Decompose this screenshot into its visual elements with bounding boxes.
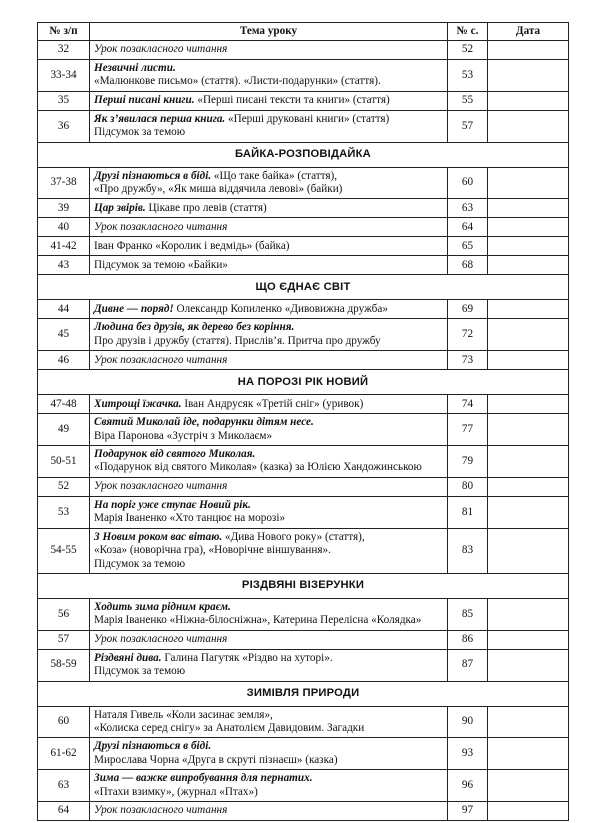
lesson-date-cell[interactable] xyxy=(488,41,569,60)
lesson-date-cell[interactable] xyxy=(488,706,569,738)
lesson-row xyxy=(38,738,569,770)
lesson-number: 32 xyxy=(38,41,90,60)
topic-line xyxy=(94,614,443,627)
lesson-page: 60 xyxy=(448,167,488,199)
section-title: НА ПОРОЗІ РІК НОВИЙ xyxy=(38,370,569,395)
topic-text: Підсумок за темою xyxy=(94,557,186,570)
lesson-page: 79 xyxy=(448,446,488,478)
lesson-plan-table xyxy=(37,22,569,821)
lesson-date-cell[interactable] xyxy=(488,528,569,573)
topic-text: Олександр Копиленко «Дивовижна дружба» xyxy=(173,302,388,315)
lesson-topic xyxy=(90,496,448,528)
topic-text: Іван Франко «Королик і ведмідь» (байка) xyxy=(94,239,290,252)
lesson-row xyxy=(38,801,569,820)
topic-line xyxy=(94,259,443,272)
lesson-topic xyxy=(90,706,448,738)
topic-line xyxy=(94,202,443,215)
lesson-row xyxy=(38,528,569,573)
lesson-page: 65 xyxy=(448,237,488,256)
section-title: ЩО ЄДНАЄ СВІТ xyxy=(38,275,569,300)
lesson-page: 55 xyxy=(448,91,488,110)
lesson-page: 90 xyxy=(448,706,488,738)
lesson-topic xyxy=(90,199,448,218)
header-page: № с. xyxy=(448,23,488,41)
lesson-row xyxy=(38,319,569,351)
lesson-topic xyxy=(90,41,448,60)
lesson-topic xyxy=(90,477,448,496)
lesson-number: 58-59 xyxy=(38,649,90,681)
topic-line xyxy=(94,652,443,665)
lesson-page: 73 xyxy=(448,351,488,370)
lesson-number: 39 xyxy=(38,199,90,218)
lesson-page: 80 xyxy=(448,477,488,496)
topic-line xyxy=(94,754,443,767)
lesson-topic xyxy=(90,446,448,478)
lesson-page: 81 xyxy=(448,496,488,528)
lesson-topic xyxy=(90,395,448,414)
lesson-topic xyxy=(90,801,448,820)
topic-line xyxy=(94,335,443,348)
lesson-topic xyxy=(90,598,448,630)
lesson-plan-page xyxy=(37,22,568,821)
extracurricular-label: Урок позакласного читання xyxy=(94,633,228,646)
lesson-page: 74 xyxy=(448,395,488,414)
lesson-page: 87 xyxy=(448,649,488,681)
extracurricular-label: Урок позакласного читання xyxy=(94,220,228,233)
lesson-page: 52 xyxy=(448,41,488,60)
lesson-number: 36 xyxy=(38,110,90,142)
lesson-number: 64 xyxy=(38,801,90,820)
lesson-topic xyxy=(90,630,448,649)
lesson-number: 44 xyxy=(38,300,90,319)
lesson-row xyxy=(38,300,569,319)
lesson-page: 53 xyxy=(448,60,488,92)
lesson-row xyxy=(38,351,569,370)
lesson-row xyxy=(38,256,569,275)
lesson-row xyxy=(38,218,569,237)
section-row xyxy=(38,573,569,598)
lesson-date-cell[interactable] xyxy=(488,649,569,681)
table-body xyxy=(38,41,569,821)
lesson-page: 96 xyxy=(448,770,488,802)
lesson-date-cell[interactable] xyxy=(488,598,569,630)
topic-line xyxy=(94,633,443,646)
topic-text: Цікаве про левів (стаття) xyxy=(145,201,267,214)
lesson-row xyxy=(38,41,569,60)
topic-line xyxy=(94,221,443,234)
topic-text: «Малюнкове письмо» (стаття). «Листи-подарунки» (стаття). xyxy=(94,75,381,88)
topic-text: «Про дружбу», «Як миша віддячила левові» (байки) xyxy=(94,183,343,196)
lesson-date-cell[interactable] xyxy=(488,395,569,414)
lesson-row xyxy=(38,446,569,478)
topic-line xyxy=(94,321,443,334)
topic-line xyxy=(94,480,443,493)
header-topic: Тема уроку xyxy=(90,23,448,41)
lesson-topic xyxy=(90,300,448,319)
extracurricular-label: Урок позакласного читання xyxy=(94,353,228,366)
lesson-page: 93 xyxy=(448,738,488,770)
lesson-row xyxy=(38,649,569,681)
lesson-heading: Подарунок від святого Миколая. xyxy=(94,448,256,461)
lesson-date-cell[interactable] xyxy=(488,319,569,351)
lesson-date-cell[interactable] xyxy=(488,496,569,528)
lesson-row xyxy=(38,598,569,630)
lesson-heading: Дивне — поряд! xyxy=(94,302,174,315)
lesson-number: 54-55 xyxy=(38,528,90,573)
lesson-date-cell[interactable] xyxy=(488,446,569,478)
topic-line xyxy=(94,709,443,722)
lesson-heading: Хитрощі їжачка. xyxy=(94,397,182,410)
topic-line xyxy=(94,75,443,88)
topic-line xyxy=(94,303,443,316)
header-number: № з/п xyxy=(38,23,90,41)
lesson-topic xyxy=(90,167,448,199)
topic-text: Підсумок за темою xyxy=(94,126,186,139)
topic-text: «Коза» (новорічна гра), «Новорічне віншування». xyxy=(94,544,331,557)
lesson-heading: Зима — важке випробування для пернатих. xyxy=(94,772,313,785)
lesson-row xyxy=(38,630,569,649)
topic-line xyxy=(94,183,443,196)
lesson-heading: На поріг уже ступає Новий рік. xyxy=(94,498,251,511)
lesson-date-cell[interactable] xyxy=(488,630,569,649)
lesson-heading: Цар звірів. xyxy=(94,201,146,214)
lesson-row xyxy=(38,477,569,496)
lesson-heading: Як з’явилася перша книга. xyxy=(94,112,226,125)
topic-line xyxy=(94,113,443,126)
lesson-date-cell[interactable] xyxy=(488,167,569,199)
lesson-row xyxy=(38,167,569,199)
lesson-page: 64 xyxy=(448,218,488,237)
lesson-page: 57 xyxy=(448,110,488,142)
lesson-number: 43 xyxy=(38,256,90,275)
topic-line xyxy=(94,240,443,253)
topic-text: Мирослава Чорна «Друга в скруті пізнаєш» (казка) xyxy=(94,753,338,766)
lesson-topic xyxy=(90,738,448,770)
section-title: БАЙКА-РОЗПОВІДАЙКА xyxy=(38,142,569,167)
lesson-topic xyxy=(90,770,448,802)
lesson-number: 47-48 xyxy=(38,395,90,414)
lesson-row xyxy=(38,496,569,528)
lesson-topic xyxy=(90,319,448,351)
lesson-date-cell[interactable] xyxy=(488,91,569,110)
lesson-date-cell[interactable] xyxy=(488,110,569,142)
lesson-number: 56 xyxy=(38,598,90,630)
topic-text: Марія Іваненко «Хто танцює на морозі» xyxy=(94,512,286,525)
lesson-topic xyxy=(90,528,448,573)
lesson-date-cell[interactable] xyxy=(488,801,569,820)
lesson-number: 60 xyxy=(38,706,90,738)
lesson-row xyxy=(38,414,569,446)
topic-line xyxy=(94,126,443,139)
table-header-row xyxy=(38,23,569,41)
lesson-heading: З Новим роком вас вітаю. xyxy=(94,530,223,543)
header-date: Дата xyxy=(488,23,569,41)
topic-text: Наталя Гивель «Коли засинає земля», xyxy=(94,708,273,721)
topic-text: «Подарунок від святого Миколая» (казка) за Юлією Хандожинською xyxy=(94,461,422,474)
lesson-number: 35 xyxy=(38,91,90,110)
topic-line xyxy=(94,558,443,571)
topic-text: Марія Іваненко «Ніжна-білосніжна», Катерина Перелісна «Колядка» xyxy=(94,614,422,627)
lesson-heading: Перші писані книги. xyxy=(94,94,195,107)
section-row xyxy=(38,142,569,167)
lesson-row xyxy=(38,706,569,738)
lesson-page: 69 xyxy=(448,300,488,319)
lesson-heading: Друзі пізнаються в біді. xyxy=(94,169,212,182)
topic-text: «Колиска серед снігу» за Анатолієм Давидовим. Загадки xyxy=(94,721,365,734)
lesson-number: 61-62 xyxy=(38,738,90,770)
section-title: ЗИМІВЛЯ ПРИРОДИ xyxy=(38,681,569,706)
lesson-topic xyxy=(90,60,448,92)
topic-line xyxy=(94,499,443,512)
lesson-date-cell[interactable] xyxy=(488,770,569,802)
topic-text: Віра Паронова «Зустріч з Миколаєм» xyxy=(94,429,273,442)
lesson-number: 41-42 xyxy=(38,237,90,256)
topic-line xyxy=(94,354,443,367)
lesson-heading: Святий Миколай іде, подарунки дітям несе. xyxy=(94,416,314,429)
lesson-row xyxy=(38,395,569,414)
section-title: РІЗДВЯНІ ВІЗЕРУНКИ xyxy=(38,573,569,598)
extracurricular-label: Урок позакласного читання xyxy=(94,804,228,817)
lesson-row xyxy=(38,199,569,218)
lesson-topic xyxy=(90,256,448,275)
lesson-date-cell[interactable] xyxy=(488,738,569,770)
lesson-date-cell[interactable] xyxy=(488,199,569,218)
topic-line xyxy=(94,461,443,474)
topic-line xyxy=(94,430,443,443)
lesson-topic xyxy=(90,351,448,370)
lesson-heading: Різдвяні дива. xyxy=(94,651,162,664)
lesson-topic xyxy=(90,91,448,110)
extracurricular-label: Урок позакласного читання xyxy=(94,43,228,56)
lesson-number: 46 xyxy=(38,351,90,370)
topic-text: «Що таке байка» (стаття), xyxy=(211,169,338,182)
lesson-date-cell[interactable] xyxy=(488,351,569,370)
section-row xyxy=(38,275,569,300)
topic-line xyxy=(94,512,443,525)
topic-line xyxy=(94,722,443,735)
lesson-row xyxy=(38,110,569,142)
topic-line xyxy=(94,398,443,411)
lesson-number: 50-51 xyxy=(38,446,90,478)
lesson-date-cell[interactable] xyxy=(488,414,569,446)
topic-line xyxy=(94,62,443,75)
lesson-topic xyxy=(90,110,448,142)
lesson-topic xyxy=(90,649,448,681)
lesson-date-cell[interactable] xyxy=(488,218,569,237)
lesson-number: 53 xyxy=(38,496,90,528)
topic-line xyxy=(94,94,443,107)
topic-text: Про друзів і дружбу (стаття). Прислів’я. Притча про дружбу xyxy=(94,334,381,347)
lesson-number: 45 xyxy=(38,319,90,351)
topic-text: «Дива Нового року» (стаття), xyxy=(222,530,365,543)
topic-text: «Перші писані тексти та книги» (стаття) xyxy=(194,94,390,107)
topic-line xyxy=(94,170,443,183)
lesson-date-cell[interactable] xyxy=(488,477,569,496)
lesson-number: 49 xyxy=(38,414,90,446)
lesson-page: 63 xyxy=(448,199,488,218)
topic-line xyxy=(94,416,443,429)
lesson-date-cell[interactable] xyxy=(488,256,569,275)
lesson-date-cell[interactable] xyxy=(488,237,569,256)
topic-line xyxy=(94,740,443,753)
topic-line xyxy=(94,601,443,614)
section-row xyxy=(38,370,569,395)
lesson-page: 77 xyxy=(448,414,488,446)
topic-text: «Птахи взимку», (журнал «Птах») xyxy=(94,785,258,798)
topic-line xyxy=(94,544,443,557)
lesson-row xyxy=(38,770,569,802)
topic-line xyxy=(94,665,443,678)
lesson-heading: Друзі пізнаються в біді. xyxy=(94,740,212,753)
lesson-number: 57 xyxy=(38,630,90,649)
extracurricular-label: Урок позакласного читання xyxy=(94,480,228,493)
lesson-page: 86 xyxy=(448,630,488,649)
lesson-heading: Людина без друзів, як дерево без коріння. xyxy=(94,321,295,334)
lesson-page: 85 xyxy=(448,598,488,630)
topic-text: Підсумок за темою «Байки» xyxy=(94,258,228,271)
topic-line xyxy=(94,804,443,817)
topic-line xyxy=(94,448,443,461)
section-row xyxy=(38,681,569,706)
lesson-page: 97 xyxy=(448,801,488,820)
lesson-date-cell[interactable] xyxy=(488,60,569,92)
lesson-heading: Ходить зима рідним краєм. xyxy=(94,600,231,613)
topic-text: Підсумок за темою xyxy=(94,665,186,678)
lesson-number: 37-38 xyxy=(38,167,90,199)
topic-line xyxy=(94,772,443,785)
topic-line xyxy=(94,43,443,56)
lesson-number: 40 xyxy=(38,218,90,237)
lesson-heading: Незвичні листи. xyxy=(94,62,176,74)
lesson-page: 83 xyxy=(448,528,488,573)
topic-text: «Перші друковані книги» (стаття) xyxy=(225,112,390,125)
lesson-page: 72 xyxy=(448,319,488,351)
lesson-topic xyxy=(90,218,448,237)
lesson-row xyxy=(38,91,569,110)
lesson-topic xyxy=(90,414,448,446)
lesson-number: 52 xyxy=(38,477,90,496)
topic-text: Галина Пагутяк «Різдво на хуторі». xyxy=(161,651,333,664)
topic-line xyxy=(94,531,443,544)
lesson-topic xyxy=(90,237,448,256)
lesson-number: 63 xyxy=(38,770,90,802)
topic-text: Іван Андрусяк «Третій сніг» (уривок) xyxy=(181,397,364,410)
lesson-row xyxy=(38,237,569,256)
lesson-page: 68 xyxy=(448,256,488,275)
lesson-date-cell[interactable] xyxy=(488,300,569,319)
topic-line xyxy=(94,786,443,799)
lesson-row xyxy=(38,60,569,92)
lesson-number: 33-34 xyxy=(38,60,90,92)
